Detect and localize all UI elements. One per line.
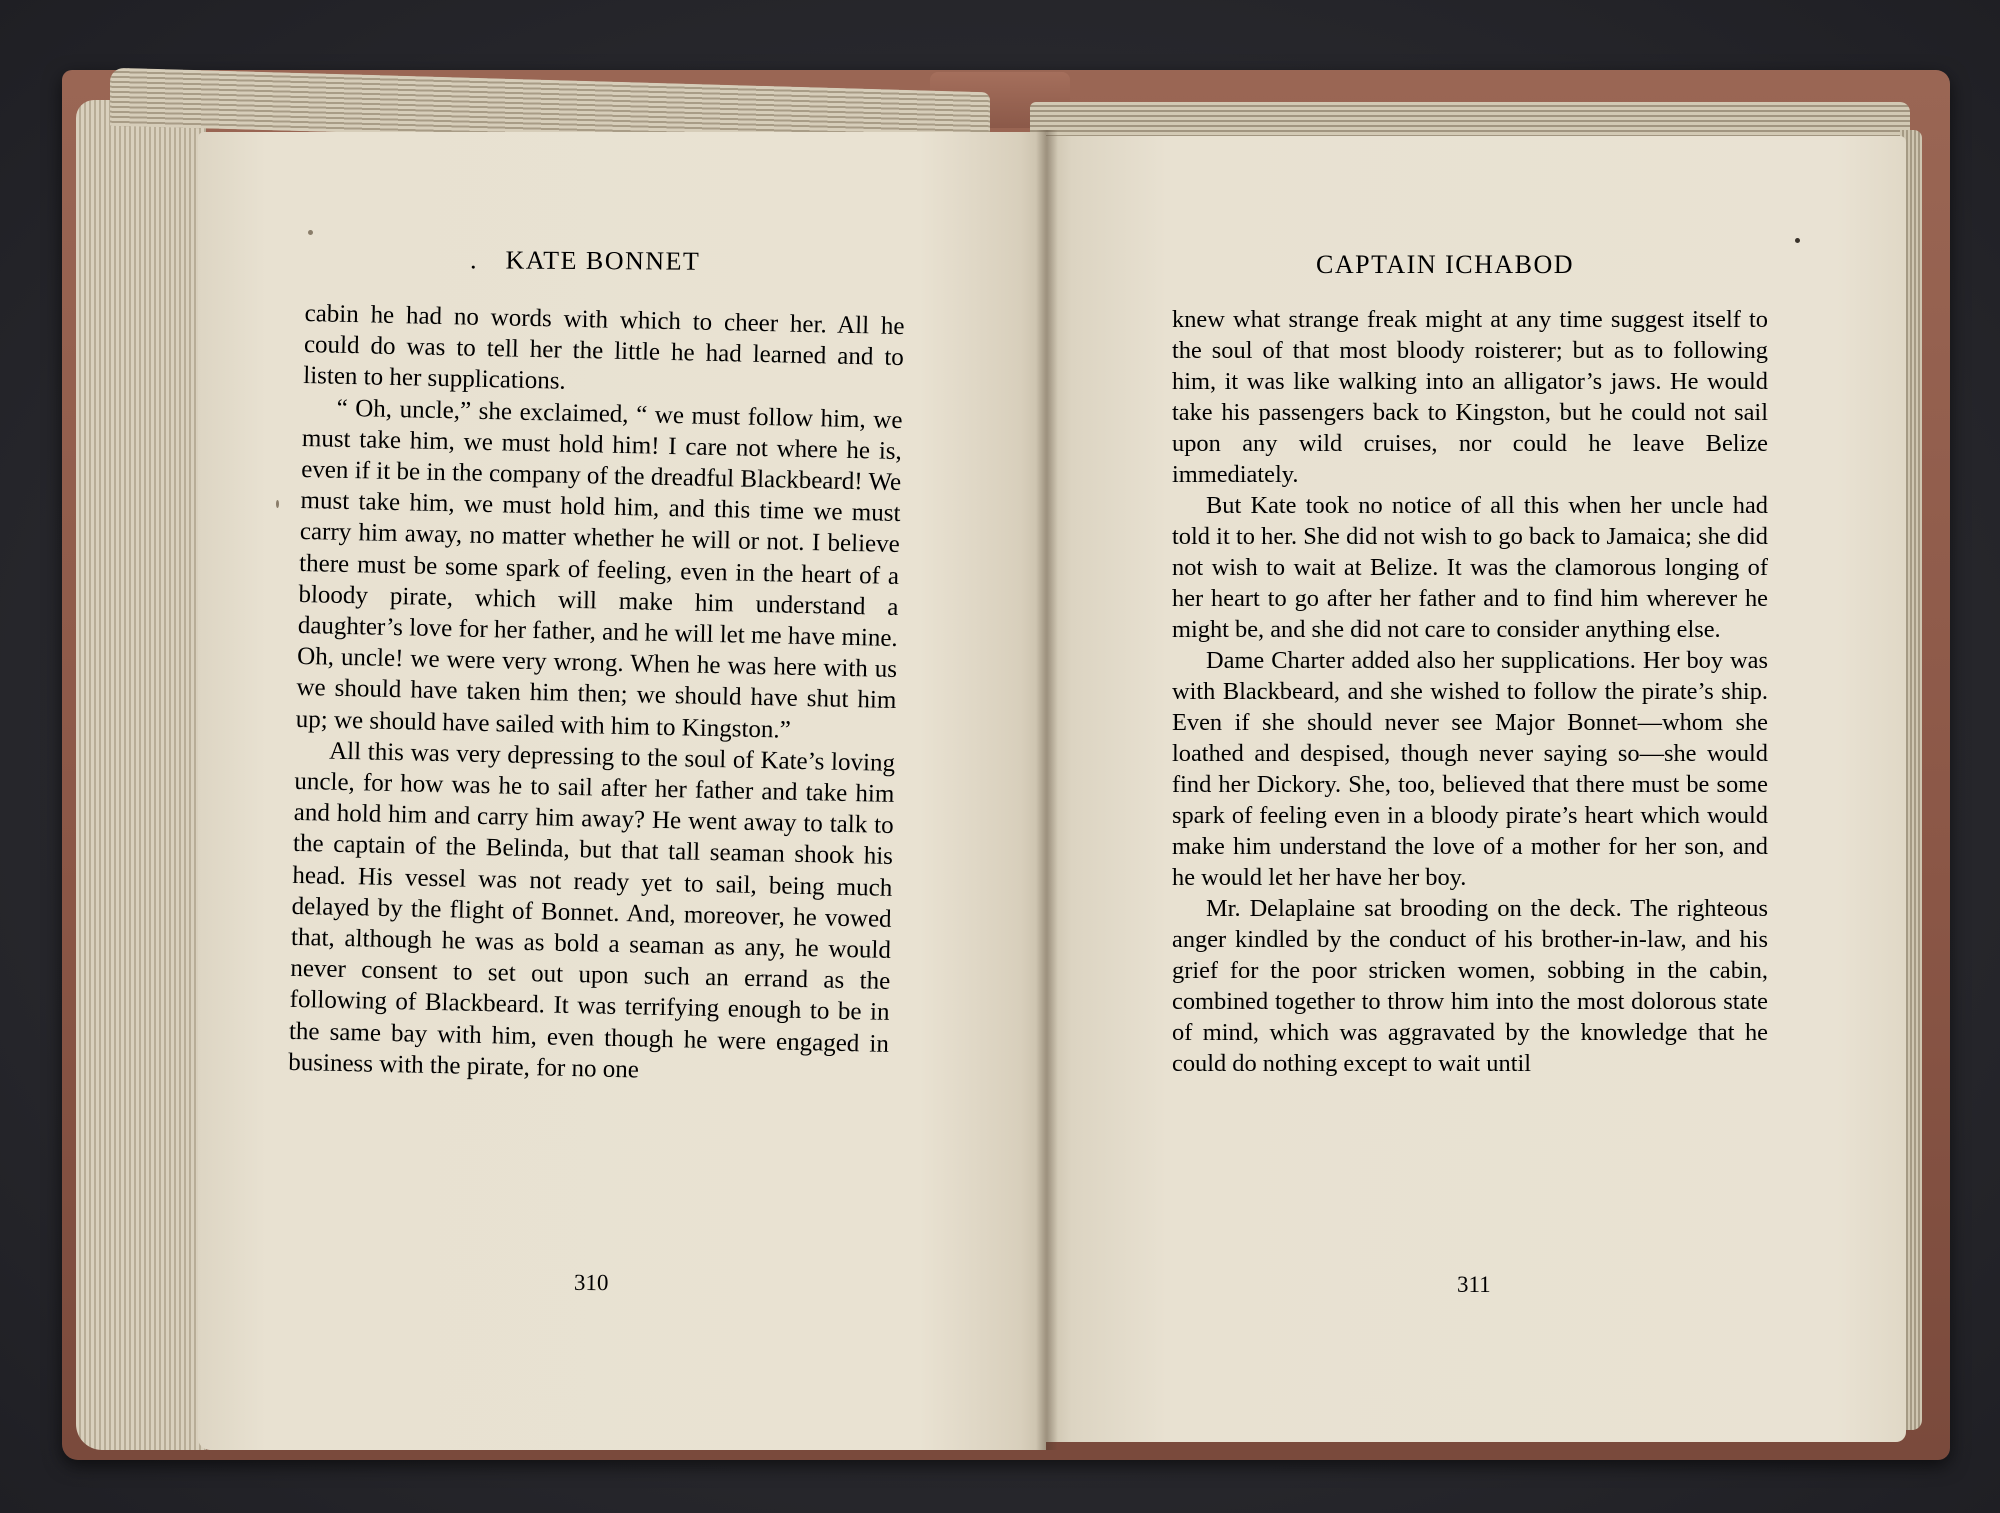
right-page-text (1172, 304, 1768, 1079)
left-page-text (288, 298, 905, 1091)
running-head-dot: . (469, 245, 479, 275)
paragraph: Mr. Delaplaine sat brooding on the deck. The righteous anger kindled by the conduct of his brother-in-law, and his grief for the poor stricken women, sobbing in the cabin, combined together to throw him into the most dolorous state of mind, which was aggravated by the knowledge that he could do nothing except to wait until (1172, 895, 1768, 1077)
page-number-right: 311 (1457, 1272, 1491, 1297)
paper-speck (308, 230, 313, 235)
paper-speck (1795, 238, 1800, 243)
page-edges-left (76, 100, 206, 1450)
book-gutter (1036, 130, 1058, 1450)
running-head-left (470, 245, 701, 277)
running-head-right: CAPTAIN ICHABOD (1316, 250, 1575, 279)
paragraph: knew what strange freak might at any time suggest itself to the soul of that most bloody roisterer; but as to following him, it was like walking into an alligator’s jaws. He would take his passengers back to Kingston, but he could not sail upon any wild cruises, nor could he leave Belize immediately. (1172, 306, 1768, 488)
paragraph: But Kate took no notice of all this when her uncle had told it to her. She did not wish to go back to Jamaica; she did not wish to wait at Belize. It was the clamorous longing of her heart to go after her father and to find him wherever he might be, and she did not care to consider anything else. (1172, 492, 1768, 643)
paper-speck (276, 500, 279, 508)
running-head-title: KATE BONNET (505, 245, 701, 276)
paragraph: cabin he had no words with which to cheer her. All he could do was to tell her the little he had learned and to listen to her supplications. (303, 299, 905, 396)
paragraph: “ Oh, uncle,” she exclaimed, “ we must follow him, we must take him, we must hold him! I care not where he is, even if it be in the company of the dreadful Blackbeard! We must take him, we must hold him, and this time we must carry him away, no matter whether he will or not. I believe there must be some spark of feeling, even in the heart of a bloody pirate, which will make him understand a daughter’s love for her father, and he will let me have mine. Oh, uncle! we were very wrong. When he was here with us we should have taken him then; we should have shut him up; we should have sailed with him to Kingston.” (295, 394, 903, 744)
paragraph: Dame Charter added also her supplications. Her boy was with Blackbeard, and she wished to follow the pirate’s ship. Even if she should never see Major Bonnet—whom she loathed and despised, though never saying so—she would find her Dickory. She, too, believed that there must be some spark of feeling even in a bloody pirate’s heart which would make him understand the love of a mother for her son, and he would let her have her boy. (1172, 647, 1768, 891)
paragraph: All this was very depressing to the soul of Kate’s loving uncle, for how was he to sail after her father and take him and hold him and carry him away? He went away to talk to the captain of the Belinda, but that tall seaman shook his head. His vessel was not ready yet to sail, being much delayed by the flight of Bonnet. And, moreover, he vowed that, although he was as bold a seaman as any, he would never consent to set out upon such an errand as the following of Blackbeard. It was terrifying enough to be in the same bay with him, even though he were engaged in business with the pirate, for no one (288, 737, 896, 1084)
page-number-left: 310 (573, 1269, 609, 1296)
